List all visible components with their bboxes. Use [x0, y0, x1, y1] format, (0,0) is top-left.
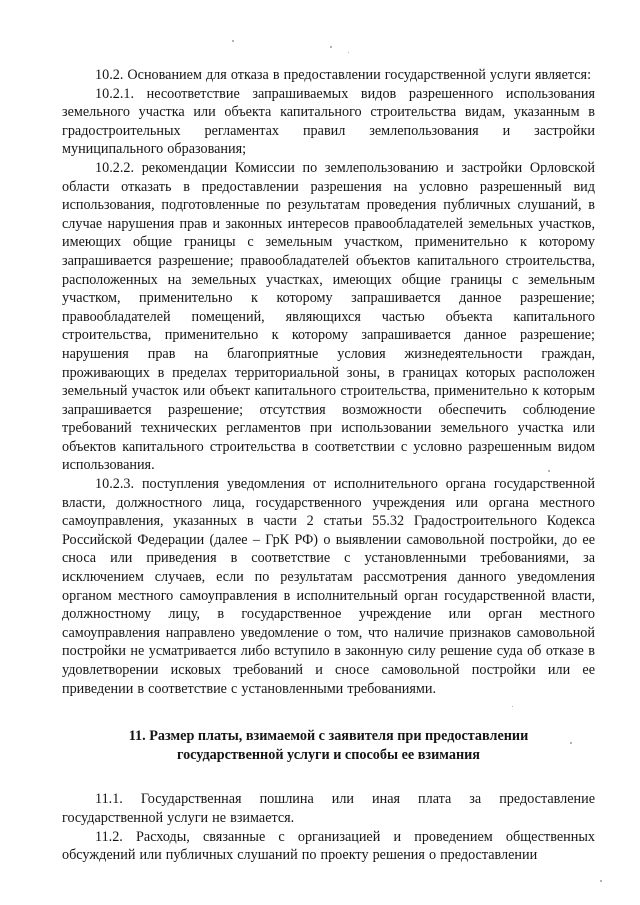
scan-speck	[330, 46, 332, 48]
scan-speck	[232, 40, 234, 42]
scan-speck	[348, 52, 349, 53]
paragraph-10-2-2: 10.2.2. рекомендации Комиссии по землепользованию и застройки Орловской области отказать в предоставлении разрешения на условно разрешенный вид использования, подготовленные по результатам проведения публичных слушаний, в случае нарушения прав и законных интересов правообладателей земельных участков, имеющих общие границы с земельным участком, применительно к которому запрашивается разрешение; правообладателей объектов капитального строительства, расположенных на земельных участках, имеющих общие границы с земельным участком, применительно к которому запрашивается данное разрешение; правообладателей помещений, являющихся частью объекта капитального строительства, применительно к которому запрашивается данное разрешение; нарушения прав на благоприятные условия жизнедеятельности граждан, проживающих в пределах территориальной зоны, в границах которых расположен земельный участок или объект капитального строительства, применительно к которым запрашивается разрешение; отсутствия возможности обеспечить соблюдение требований технических регламентов при использовании земельного участка или объектов капитального строительства в соответствии с условно разрешенным видом использования.	[62, 159, 595, 474]
paragraph-11-1: 11.1. Государственная пошлина или иная плата за предоставление государственной услуги не взимается.	[62, 791, 595, 826]
paragraph-10-2-3: 10.2.3. поступления уведомления от исполнительного органа государственной власти, должностного лица, государственного учреждения или органа местного самоуправления, указанных в части 2 статьи 55.32 Градостроительного Кодекса Российской Федерации (далее – ГрК РФ) о выявлении самовольной постройки, до ее сноса или приведения в соответствие с установленными требованиями, за исключением случаев, если по результатам рассмотрения данного уведомления органом местного самоуправления в исполнительный орган государственной власти, должностному лицу, в государственное учреждение или орган местного самоуправления направлено уведомление о том, что наличие признаков самовольной постройки не усматривается либо вступило в законную силу решение суда об отказе в удовлетворении исковых требований и сносе самовольной постройки или ее приведении в соответствие с установленными требованиями.	[62, 476, 595, 697]
paragraph-11-2: 11.2. Расходы, связанные с организацией и проведением общественных обсуждений или публичных слушаний по проекту решения о предоставлении	[62, 828, 595, 864]
section-11-heading-line1: 11. Размер платы, взимаемой с заявителя при предоставлении	[128, 728, 529, 745]
paragraph-10-2: 10.2. Основанием для отказа в предоставлении государственной услуги является:	[95, 67, 592, 83]
scan-speck	[548, 470, 550, 472]
section-11-heading-line2: государственной услуги и способы ее взимания	[177, 746, 480, 763]
paragraph-10-2-1: 10.2.1. несоответствие запрашиваемых видов разрешенного использования земельного участка или объекта капитального строительства видам, указанным в градостроительных регламентах правил землепользования и застройки муниципального образования;	[62, 85, 595, 158]
document-page	[62, 66, 595, 865]
scan-speck	[570, 742, 572, 744]
scan-speck	[512, 706, 513, 707]
section-11-heading	[62, 727, 595, 764]
scan-speck	[600, 880, 602, 882]
